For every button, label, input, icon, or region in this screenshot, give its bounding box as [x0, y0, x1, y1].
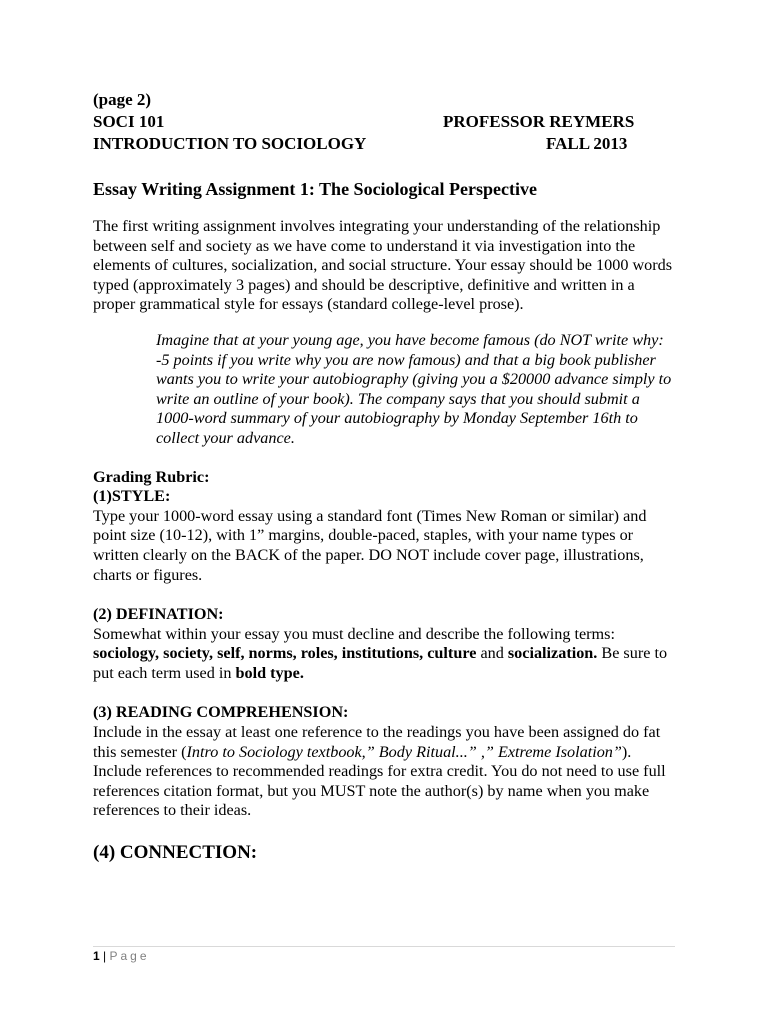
footer-page-number: 1 — [93, 949, 100, 963]
definition-heading: (2) DEFINATION: — [93, 605, 224, 624]
connection-heading: (4) CONNECTION: — [93, 842, 258, 864]
reading-body-start: Include in the essay at least one reference to the readings you have been assigned do fat this semester ( — [93, 723, 661, 761]
document-page — [93, 89, 675, 865]
style-body: Type your 1000-word essay using a standard font (Times New Roman or similar) and point size (10-12), with 1” margins, double-paced, staples, with your name types or written clearly on the BACK of the paper. DO NOT include cover page, illustrations, charts or figures. — [93, 506, 647, 584]
header-row-2 — [93, 133, 675, 155]
page-note: (page 2) — [93, 90, 152, 109]
assignment-prompt: Imagine that at your young age, you have become famous (do NOT write why: -5 points if you write why you are now famous) and that a big book publisher wants you to write your autobiography (giving you a $20000 advance simply to write an outline of your book). The company says that you should submit a 1000-word summary of your autobiography by Monday September 16th to collect your advance. — [156, 330, 672, 447]
style-heading: (1)STYLE: — [93, 487, 171, 506]
reading-heading: (3) READING COMPREHENSION: — [93, 703, 349, 722]
definition-body-start: Somewhat within your essay you must decline and describe the following terms: — [93, 624, 615, 643]
footer-page-word: Page — [109, 949, 150, 963]
footer-divider — [93, 946, 675, 947]
definition-terms: sociology, society, self, norms, roles, institutions, culture — [93, 644, 477, 663]
footer-separator: | — [103, 949, 107, 963]
definition-and: and — [476, 644, 508, 663]
definition-bold-type: bold type. — [235, 663, 304, 682]
term: FALL 2013 — [546, 134, 628, 153]
definition-body-mid: Be sure to put each term used in — [93, 644, 668, 682]
header-row-1 — [93, 111, 675, 133]
reading-body-end: ). Include references to recommended readings for extra credit. You do not need to use full references citation format, but you MUST note the author(s) by name when you make references to their ideas. — [93, 742, 666, 820]
course-name: INTRODUCTION TO SOCIOLOGY — [93, 134, 367, 153]
definition-body — [93, 625, 675, 684]
rubric-heading: Grading Rubric: — [93, 467, 210, 486]
assignment-title: Essay Writing Assignment 1: The Sociological Perspective — [93, 179, 537, 199]
course-code: SOCI 101 — [93, 112, 165, 131]
professor-name: PROFESSOR REYMERS — [443, 112, 635, 131]
reading-references: Intro to Sociology textbook,” Body Ritual...” ,” Extreme Isolation” — [186, 742, 622, 761]
page-footer — [93, 948, 150, 964]
intro-paragraph: The first writing assignment involves integrating your understanding of the relationship between self and society as we have come to understand it via investigation into the elements of cultures, socialization, and social structure. Your essay should be 1000 words typed (approximately 3 pages) and should be descriptive, definitive and written in a proper grammatical style for essays (standard college-level prose). — [93, 217, 673, 314]
definition-last-term: socialization. — [507, 644, 598, 663]
reading-body — [93, 723, 675, 821]
